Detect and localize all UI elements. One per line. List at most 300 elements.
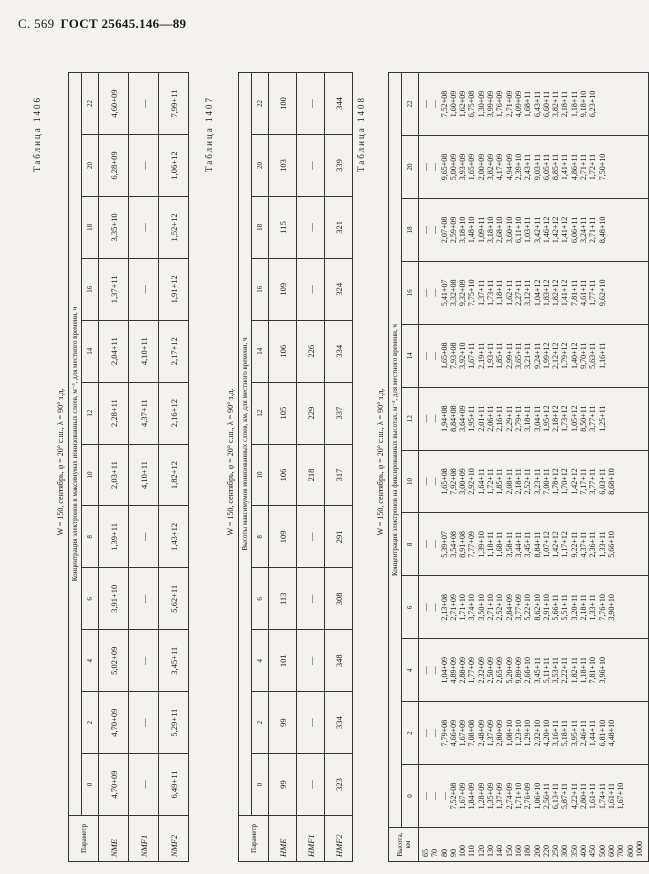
value-cell: 317 — [325, 444, 353, 506]
value-cell: 1,61+11 — [606, 782, 616, 810]
value-cell: 1,39+10 — [476, 531, 486, 558]
value-cell: 103 — [269, 135, 297, 197]
value-cell: 337 — [325, 382, 353, 444]
value-cell: 3,82+11 — [551, 90, 561, 118]
value-cell: 2,32+09 — [476, 656, 486, 684]
value-cell: 1,73+11 — [486, 279, 496, 306]
value-cell: 8,91+08 — [458, 531, 468, 558]
value-cell: 339 — [325, 135, 353, 197]
param-name: HMF2 — [325, 816, 353, 862]
value-cell: 3,18+10 — [486, 216, 496, 244]
value-cell: 1,82+12 — [551, 279, 561, 307]
value-cell: 2,99+11 — [504, 342, 514, 369]
table-row — [159, 73, 189, 862]
value-cell: 3,44+11 — [513, 531, 523, 558]
value-cell: — — [421, 792, 430, 801]
value-cell: 7,92+08 — [448, 468, 458, 495]
value-cell: 1,85+11 — [495, 342, 505, 369]
hour-header: 18 — [252, 196, 269, 258]
value-cell: 1,94+08 — [439, 405, 449, 432]
value-cell: 7,93+08 — [448, 342, 458, 369]
value-cell: 3,77+09 — [513, 594, 523, 621]
value-cell: 3,45+11 — [523, 531, 533, 558]
value-cell: 1,77+09 — [467, 656, 477, 684]
value-cell: 6,49+11 — [159, 754, 189, 816]
value-cell: — — [129, 135, 159, 197]
value-cell: 9,32+09 — [458, 279, 468, 307]
value-cell: 1,62+09 — [458, 90, 468, 118]
value-cell: — — [430, 729, 440, 738]
value-cell: 3,32+08 — [448, 279, 458, 307]
hour-header: 8 — [252, 506, 269, 568]
value-cell: 1,43+12 — [159, 506, 189, 568]
value-cell: 9,22+11 — [569, 531, 579, 558]
value-cell: 1,08+10 — [504, 719, 514, 747]
value-cell: 7,77+09 — [467, 531, 477, 558]
value-cell: — — [297, 630, 325, 692]
value-column — [419, 261, 649, 324]
value-cell: 1,37+09 — [495, 782, 505, 810]
value-cell: 9,18+10 — [579, 90, 589, 118]
value-cell: — — [129, 754, 159, 816]
value-cell: 8,48+10 — [597, 216, 607, 244]
value-cell: 308 — [325, 568, 353, 630]
value-cell: 4,60+09 — [99, 73, 129, 135]
hour-header: 20 — [402, 136, 419, 199]
value-cell: 1,16+11 — [597, 342, 607, 369]
value-cell: 6,81+10 — [597, 719, 607, 747]
value-cell: 2,84+09 — [504, 594, 514, 621]
value-cell: 4,70+09 — [99, 692, 129, 754]
value-cell: 1,18+11 — [569, 90, 579, 118]
hour-header: 20 — [252, 135, 269, 197]
value-cell: 8,62+10 — [532, 594, 542, 621]
value-cell: — — [430, 414, 440, 423]
value-cell: 2,00+09 — [476, 153, 486, 181]
value-cell: — — [421, 603, 430, 612]
height-value: 100 — [458, 845, 468, 857]
value-cell: 1,71+10 — [458, 594, 468, 621]
value-cell: 99 — [269, 692, 297, 754]
value-cell: 2,36+11 — [588, 531, 598, 558]
value-cell: 3,91+10 — [99, 568, 129, 630]
value-cell: 1,09+11 — [476, 216, 486, 243]
value-cell: 6,60+11 — [541, 90, 551, 118]
value-cell: 3,16+11 — [551, 720, 561, 747]
value-cell: 1,37+09 — [486, 719, 496, 747]
value-cell: 2,52+11 — [523, 468, 533, 495]
value-cell: — — [421, 666, 430, 675]
value-cell: 2,76+09 — [523, 782, 533, 810]
table-row — [269, 73, 297, 862]
table-row — [297, 73, 325, 862]
value-cell: 1,99+12 — [541, 342, 551, 369]
heights-column — [419, 828, 649, 862]
value-cell: — — [421, 288, 430, 297]
value-cell: 1,48+10 — [467, 216, 477, 244]
value-cell: 1,67+10 — [616, 782, 626, 810]
value-cell: 7,50+10 — [597, 153, 607, 181]
hour-header: 16 — [402, 261, 419, 324]
value-cell: 109 — [269, 258, 297, 320]
value-cell: 3,93+09 — [458, 153, 468, 181]
value-cell: 1,29+10 — [523, 719, 533, 747]
value-cell: 3,58+11 — [504, 531, 514, 558]
table-1407 — [238, 72, 353, 862]
value-cell: 1,68+11 — [523, 90, 533, 118]
value-cell: — — [421, 225, 430, 234]
value-cell: 4,10+11 — [129, 444, 159, 506]
value-cell: 324 — [325, 258, 353, 320]
value-column — [419, 639, 649, 702]
hours-row — [252, 73, 269, 862]
value-cell: 3,00+09 — [458, 468, 468, 495]
value-cell: 2,16+11 — [495, 405, 505, 432]
value-cell: — — [129, 258, 159, 320]
value-cell: 2,22+11 — [560, 657, 570, 684]
value-cell: 2,65+09 — [495, 656, 505, 684]
value-cell: 9,62+10 — [597, 279, 607, 307]
value-cell: 1,65+08 — [439, 342, 449, 369]
param-header: Параметр — [69, 816, 99, 862]
value-cell: 109 — [269, 506, 297, 568]
value-cell: 6,28+09 — [99, 135, 129, 197]
table-1408-caption: Таблица 1408 — [356, 96, 366, 172]
value-cell: 3,82+09 — [486, 153, 496, 181]
value-cell: 1,95+11 — [467, 405, 477, 432]
value-cell: 1,85+11 — [495, 468, 505, 495]
value-cell: 2,80+11 — [579, 782, 589, 810]
value-cell: — — [430, 792, 440, 801]
value-cell: 218 — [297, 444, 325, 506]
height-value: 200 — [532, 845, 542, 857]
height-value: 65 — [421, 849, 430, 857]
value-cell: 113 — [269, 568, 297, 630]
value-cell: 3,50+10 — [476, 594, 486, 621]
value-cell: 1,37+11 — [476, 279, 486, 306]
param-name: HMF1 — [297, 816, 325, 862]
height-value: 250 — [551, 845, 561, 857]
value-cell: 2,52+10 — [495, 594, 505, 621]
value-cell: 1,44+11 — [588, 720, 598, 747]
value-column — [419, 387, 649, 450]
value-cell: 4,20+10 — [541, 719, 551, 747]
hour-header: 16 — [252, 258, 269, 320]
hour-header: 22 — [402, 73, 419, 136]
hour-header: 8 — [402, 513, 419, 576]
hour-header: 12 — [82, 382, 99, 444]
value-cell: 7,08+08 — [467, 719, 477, 747]
value-cell: 1,60+09 — [448, 90, 458, 118]
hour-header: 22 — [82, 73, 99, 135]
value-cell: 1,33+11 — [597, 531, 607, 558]
value-column — [419, 198, 649, 261]
table-1407-caption: Таблица 1407 — [204, 96, 214, 172]
height-header: Высота, км — [389, 828, 419, 862]
value-cell: — — [421, 162, 430, 171]
value-cell: 5,00+09 — [448, 153, 458, 181]
header-row — [69, 73, 82, 862]
value-cell: — — [430, 540, 440, 549]
value-cell: 3,18+10 — [458, 216, 468, 244]
value-cell: 6,13+11 — [551, 782, 561, 810]
height-value: 300 — [560, 845, 570, 857]
param-name: HME — [269, 816, 297, 862]
value-cell: 3,95+11 — [569, 720, 579, 747]
value-cell: 6,43+11 — [532, 90, 542, 118]
height-value: 160 — [513, 845, 523, 857]
hour-header: 10 — [82, 444, 99, 506]
table-1407-title: W = 150, сентябрь, φ = 20° с.ш., λ = 90° з.д. — [226, 388, 235, 536]
value-cell: 1,76+09 — [495, 90, 505, 118]
value-cell: 2,18+11 — [513, 468, 523, 495]
hour-header: 0 — [252, 754, 269, 816]
value-cell: 4,86+11 — [569, 153, 579, 181]
value-cell: 2,04+11 — [99, 320, 129, 382]
value-cell: 5,66+11 — [551, 594, 561, 621]
height-value: 800 — [625, 845, 635, 857]
value-cell: 115 — [269, 196, 297, 258]
value-cell: 348 — [325, 630, 353, 692]
value-cell: 3,04+11 — [532, 405, 542, 432]
value-cell: 3,54+08 — [448, 531, 458, 558]
value-cell: 7,17+11 — [579, 468, 589, 495]
value-cell: 2,18+11 — [579, 594, 589, 621]
value-cell: 1,28+09 — [476, 782, 486, 810]
value-column — [419, 324, 649, 387]
value-cell: 3,65+11 — [513, 342, 523, 369]
value-cell: — — [297, 506, 325, 568]
value-cell: 9,89+09 — [513, 656, 523, 684]
table-1406-caption: Таблица 1406 — [32, 96, 42, 172]
hours-row — [402, 73, 419, 862]
height-value: 90 — [448, 849, 458, 857]
hour-header: 4 — [82, 630, 99, 692]
value-cell: 4,61+11 — [579, 279, 589, 306]
value-cell: 1,67+11 — [467, 342, 477, 369]
hours-row — [82, 73, 99, 862]
header-row — [239, 73, 252, 862]
value-cell: — — [297, 568, 325, 630]
height-value: 450 — [588, 845, 598, 857]
page-number: С. 569 — [18, 16, 55, 31]
value-cell: 1,18+11 — [495, 279, 505, 306]
value-cell: — — [129, 630, 159, 692]
value-cell: 7,00+11 — [541, 468, 551, 495]
value-cell: 2,03+11 — [99, 444, 129, 506]
value-column — [419, 765, 649, 828]
value-cell: 2,71+11 — [588, 216, 598, 243]
value-cell: 1,23+10 — [513, 719, 523, 747]
height-value: 150 — [504, 845, 514, 857]
value-cell: 2,43+11 — [523, 153, 533, 181]
value-cell: 2,59+09 — [448, 216, 458, 244]
value-cell: — — [430, 225, 440, 234]
value-cell: 1,42+12 — [569, 468, 579, 495]
value-cell: — — [430, 351, 440, 360]
value-cell: — — [297, 754, 325, 816]
value-cell: 1,25+11 — [597, 405, 607, 432]
value-cell: 6,05+11 — [541, 153, 551, 181]
value-cell: 6,23+10 — [588, 90, 598, 118]
value-cell: 1,72+11 — [486, 468, 496, 495]
value-cell: 1,39+11 — [99, 506, 129, 568]
value-cell: 2,29+11 — [504, 405, 514, 432]
value-cell: — — [297, 135, 325, 197]
value-cell: 1,07+12 — [541, 531, 551, 558]
value-cell: 321 — [325, 196, 353, 258]
value-cell: 2,13+08 — [439, 594, 449, 621]
height-value: 400 — [579, 845, 589, 857]
value-cell: 334 — [325, 692, 353, 754]
value-cell: 1,41+12 — [560, 216, 570, 244]
value-cell: 1,91+12 — [159, 258, 189, 320]
value-cell: 2,71+09 — [448, 594, 458, 621]
group-header: Концентрация электронов на фиксированных высотах, м⁻³, для местного времени, ч — [389, 73, 402, 828]
hour-header: 6 — [252, 568, 269, 630]
value-cell: 2,18+12 — [551, 405, 561, 432]
value-cell: 2,17+12 — [159, 320, 189, 382]
value-cell: 323 — [325, 754, 353, 816]
value-cell: — — [129, 506, 159, 568]
value-cell: 4,66+09 — [448, 719, 458, 747]
value-column — [419, 450, 649, 513]
value-cell: 7,81+10 — [588, 656, 598, 684]
value-cell: 1,05+12 — [569, 405, 579, 432]
value-cell: 1,82+12 — [159, 444, 189, 506]
value-cell: 1,73+12 — [560, 405, 570, 432]
value-cell: 5,39+07 — [439, 531, 449, 558]
height-value: 120 — [476, 845, 486, 857]
value-cell: 106 — [269, 444, 297, 506]
value-cell: 9,65+08 — [439, 153, 449, 181]
value-cell: 2,92+10 — [467, 468, 477, 495]
hour-header: 10 — [252, 444, 269, 506]
table-1406 — [68, 72, 189, 862]
value-cell: 1,18+11 — [486, 531, 496, 558]
value-cell: 1,42+12 — [551, 216, 561, 244]
value-column — [419, 702, 649, 765]
value-cell: 1,78+12 — [551, 468, 561, 495]
value-cell: 1,41+11 — [560, 153, 570, 181]
value-cell: 2,48+09 — [476, 719, 486, 747]
value-cell: 2,08+11 — [504, 468, 514, 495]
value-cell: — — [421, 414, 430, 423]
param-name: NME — [99, 816, 129, 862]
value-cell: — — [129, 73, 159, 135]
value-cell: 3,24+11 — [579, 216, 589, 243]
value-cell: 7,52+08 — [448, 782, 458, 810]
height-value: 110 — [467, 845, 477, 857]
value-cell: 1,65+08 — [439, 468, 449, 495]
value-cell: 5,63+11 — [588, 342, 598, 369]
value-cell: 8,84+11 — [532, 531, 542, 558]
value-cell: 2,07+08 — [439, 216, 449, 244]
height-value: 600 — [606, 845, 616, 857]
height-value: 130 — [486, 845, 496, 857]
value-cell: 2,80+09 — [495, 719, 505, 747]
value-cell: 3,92+10 — [458, 342, 468, 369]
value-cell: — — [129, 568, 159, 630]
value-column — [419, 513, 649, 576]
header-row — [389, 73, 402, 862]
value-cell: 105 — [269, 382, 297, 444]
table-1406-title: W = 150, сентябрь, φ = 20° с.ш., λ = 90° з.д. — [56, 388, 65, 536]
value-cell: 8,68+10 — [606, 468, 616, 495]
hour-header: 14 — [82, 320, 99, 382]
value-cell: 1,46+12 — [541, 216, 551, 244]
value-cell: 2,12+12 — [551, 342, 561, 369]
group-header: Концентрация электронов в максимумах ионизованных слоев, м⁻³, для местного времени, ч — [69, 73, 82, 816]
value-cell: 4,48+10 — [606, 719, 616, 747]
value-cell: 5,02+09 — [99, 630, 129, 692]
hour-header: 8 — [82, 506, 99, 568]
value-cell: 1,40+12 — [569, 342, 579, 369]
value-cell: — — [297, 258, 325, 320]
value-cell: — — [421, 477, 430, 486]
value-cell: 5,66+10 — [606, 531, 616, 558]
value-cell: 99 — [269, 754, 297, 816]
hour-header: 22 — [252, 73, 269, 135]
value-cell: 100 — [269, 73, 297, 135]
value-cell: 1,42+12 — [551, 531, 561, 558]
height-value: 500 — [597, 845, 607, 857]
hour-header: 10 — [402, 450, 419, 513]
value-column — [419, 136, 649, 199]
value-cell: 106 — [269, 320, 297, 382]
value-cell: 3,45+11 — [159, 630, 189, 692]
value-cell: 2,32+10 — [532, 719, 542, 747]
value-cell: 3,18+11 — [523, 405, 533, 432]
height-value: 220 — [541, 845, 551, 857]
value-cell: 3,21+11 — [523, 342, 533, 369]
value-cell: 7,99+11 — [159, 73, 189, 135]
value-cell: 5,20+09 — [504, 656, 514, 684]
value-cell: 1,84+09 — [467, 782, 477, 810]
value-cell: 3,90+10 — [606, 594, 616, 621]
value-cell: 5,29+11 — [159, 692, 189, 754]
param-name: NMF1 — [129, 816, 159, 862]
value-cell: 1,67+09 — [458, 782, 468, 810]
value-cell: 1,93+11 — [486, 342, 496, 369]
value-cell: 3,77+11 — [588, 468, 598, 495]
value-cell: 101 — [269, 630, 297, 692]
value-cell: 9,70+11 — [579, 342, 589, 369]
hour-header: 16 — [82, 258, 99, 320]
value-cell: 1,62+11 — [504, 279, 514, 306]
value-cell: — — [421, 729, 430, 738]
value-cell: 7,81+11 — [569, 279, 579, 306]
value-cell: 3,45+11 — [532, 657, 542, 684]
value-cell: 1,33+11 — [588, 594, 598, 621]
value-cell: 1,77+11 — [588, 279, 598, 306]
value-cell: 1,04+12 — [532, 279, 542, 307]
value-cell: 3,96+10 — [597, 656, 607, 684]
value-cell: 3,23+11 — [532, 468, 542, 495]
value-cell: 4,17+09 — [495, 153, 505, 181]
value-cell: 5,18+11 — [560, 720, 570, 747]
value-cell: 5,62+11 — [159, 568, 189, 630]
value-cell: 8,50+11 — [579, 405, 589, 432]
value-cell: 1,35+09 — [486, 782, 496, 810]
value-cell: — — [297, 196, 325, 258]
value-cell: — — [430, 162, 440, 171]
value-cell: 3,74+10 — [467, 594, 477, 621]
value-cell: 4,10+11 — [129, 320, 159, 382]
hour-header: 14 — [402, 324, 419, 387]
value-cell: 1,41+12 — [560, 279, 570, 307]
value-cell: — — [421, 100, 430, 109]
